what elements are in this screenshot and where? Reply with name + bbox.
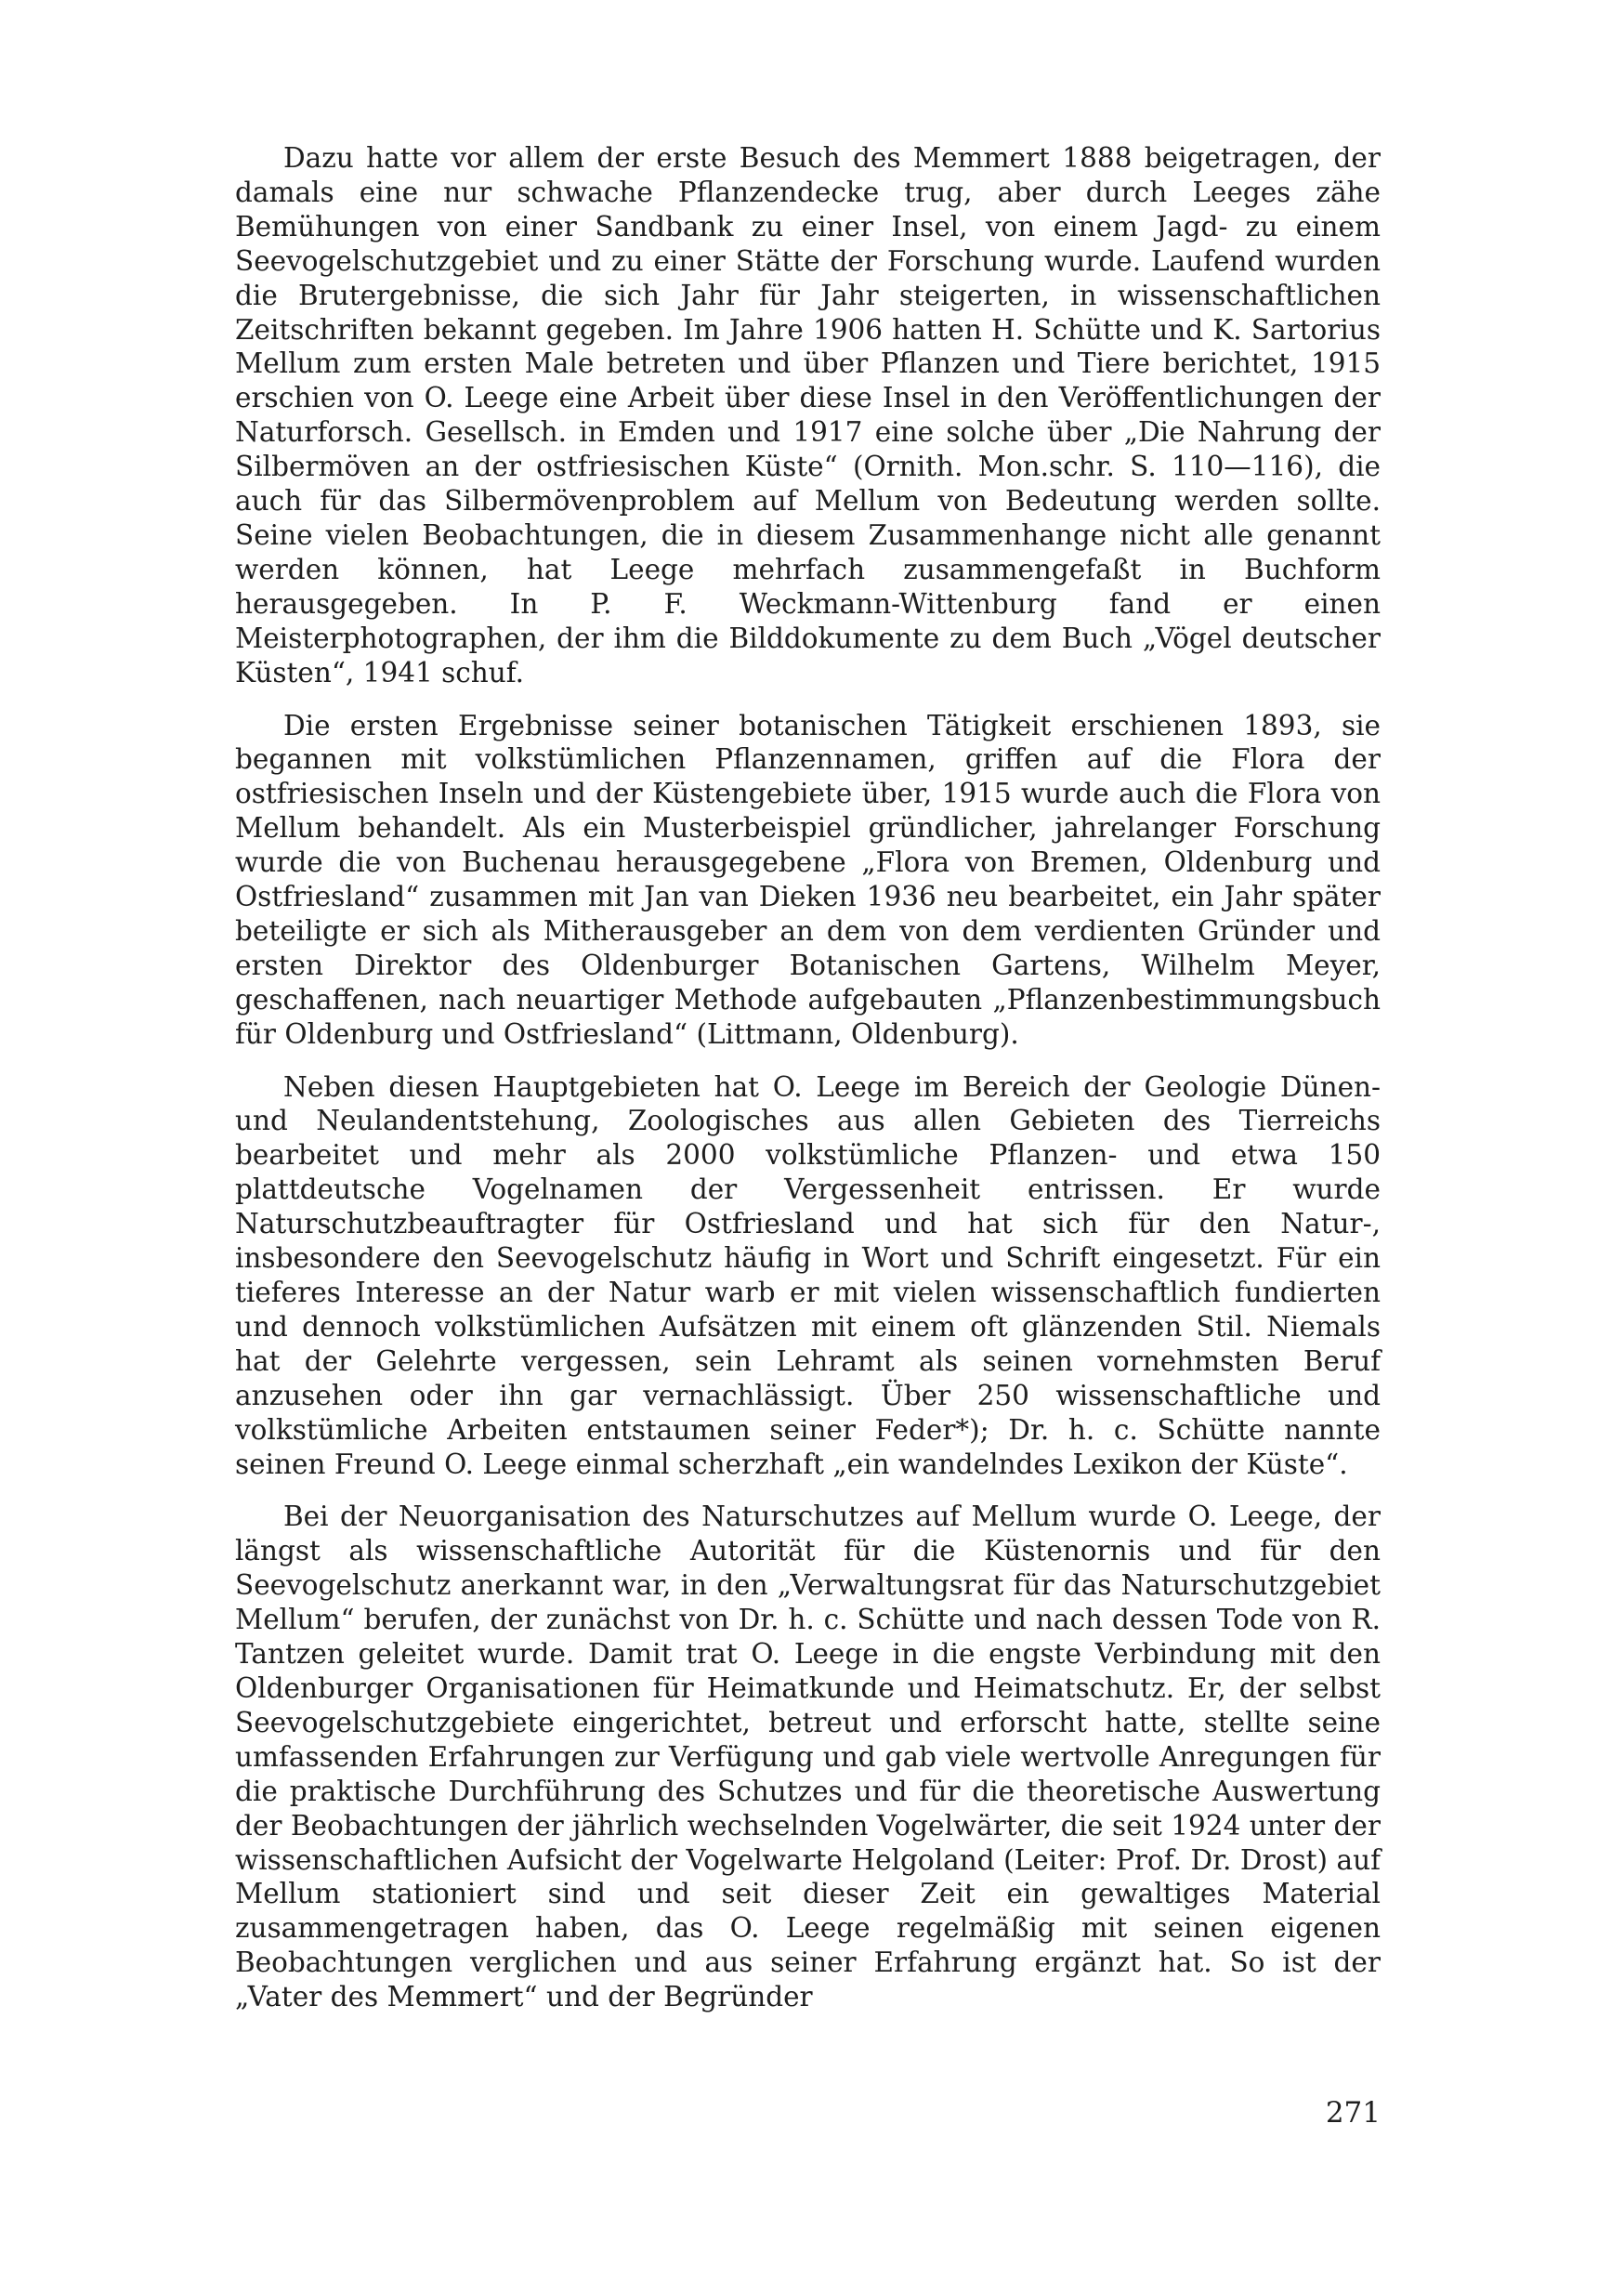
paragraph-4: Bei der Neuorganisation des Naturschutzes auf Mellum wurde O. Leege, der längst als wissenschaftliche Autorität für die Küstenornis und für den Seevogelschutz anerkannt war, in den „Verwaltungsrat für das Naturschutzgebiet Mellum“ berufen, der zunächst von Dr. h. c. Schütte und nach dessen Tode von R. Tantzen geleitet wurde. Damit trat O. Leege in die engste Verbindung mit den Oldenburger Organisationen für Heimatkunde und Heimatschutz. Er, der selbst Seevogelschutzgebiete eingerichtet, betreut und erforscht hatte, stellte seine umfassenden Erfahrungen zur Verfügung und gab viele wertvolle Anregungen für die praktische Durchführung des Schutzes und für die theoretische Auswertung der Beobachtungen der jährlich wechselnden Vogelwärter, die seit 1924 unter der wissenschaftlichen Aufsicht der Vogelwarte Helgoland (Leiter: Prof. Dr. Drost) auf Mellum stationiert sind und seit dieser Zeit ein gewaltiges Material zusammengetragen haben, das O. Leege regelmäßig mit seinen eigenen Beobachtungen verglichen und aus seiner Erfahrung ergänzt hat. So ist der „Vater des Memmert“ und der Begründer — [235, 1501, 1381, 2013]
paragraph-3: Neben diesen Hauptgebieten hat O. Leege im Bereich der Geologie Dünen- und Neulandentstehung, Zoologisches aus allen Gebieten des Tierreichs bearbeitet und mehr als 2000 volkstümliche Pflanzen- und etwa 150 plattdeutsche Vogelnamen der Vergessenheit entrissen. Er wurde Naturschutzbeauftragter für Ostfriesland und hat sich für den Natur-, insbesondere den Seevogelschutz häufig in Wort und Schrift eingesetzt. Für ein tieferes Interesse an der Natur warb er mit vielen wissenschaftlich fundierten und dennoch volkstümlichen Aufsätzen mit einem oft glänzenden Stil. Niemals hat der Gelehrte vergessen, sein Lehramt als seinen vornehmsten Beruf anzusehen oder ihn gar vernachlässigt. Über 250 wissenschaftliche und volkstümliche Arbeiten entstaumen seiner Feder*); Dr. h. c. Schütte nannte seinen Freund O. Leege einmal scherzhaft „ein wandelndes Lexikon der Küste“. — [235, 1070, 1381, 1480]
paragraph-2: Die ersten Ergebnisse seiner botanischen Tätigkeit erschienen 1893, sie begannen mit volkstümlichen Pflanzennamen, griffen auf die Flora der ostfriesischen Inseln und der Küstengebiete über, 1915 wurde auch die Flora von Mellum behandelt. Als ein Musterbeispiel gründlicher, jahrelanger Forschung wurde die von Buchenau herausgegebene „Flora von Bremen, Oldenburg und Ostfriesland“ zusammen mit Jan van Dieken 1936 neu bearbeitet, ein Jahr später beteiligte er sich als Mitherausgeber an dem von dem verdienten Gründer und ersten Direktor des Oldenburger Botanischen Gartens, Wilhelm Meyer, geschaffenen, nach neuartiger Methode aufgebauten „Pflanzenbestimmungsbuch für Oldenburg und Ostfriesland“ (Littmann, Oldenburg). — [235, 709, 1381, 1050]
paragraph-1: Dazu hatte vor allem der erste Besuch des Memmert 1888 beigetragen, der damals eine nur schwache Pflanzendecke trug, aber durch Leeges zähe Bemühungen von einer Sandbank zu einer Insel, von einem Jagd- zu einem Seevogelschutzgebiet und zu einer Stätte der Forschung wurde. Laufend wurden die Brutergebnisse, die sich Jahr für Jahr steigerten, in wissenschaftlichen Zeitschriften bekannt gegeben. Im Jahre 1906 hatten H. Schütte und K. Sartorius Mellum zum ersten Male betreten und über Pflanzen und Tiere berichtet, 1915 erschien von O. Leege eine Arbeit über diese Insel in den Veröffentlichungen der Naturforsch. Gesellsch. in Emden und 1917 eine solche über „Die Nahrung der Silbermöven an der ostfriesischen Küste“ (Ornith. Mon.schr. S. 110—116), die auch für das Silbermövenproblem auf Mellum von Bedeutung werden sollte. Seine vielen Beobachtungen, die in diesem Zusammenhange nicht alle genannt werden können, hat Leege mehrfach zusammengefaßt in Buchform herausgegeben. In P. F. Weckmann-Wittenburg fand er einen Meisterphotographen, der ihm die Bilddokumente zu dem Buch „Vögel deutscher Küsten“, 1941 schuf. — [235, 142, 1381, 688]
page-number: 271 — [1325, 2096, 1381, 2130]
body-text — [235, 141, 1381, 2014]
